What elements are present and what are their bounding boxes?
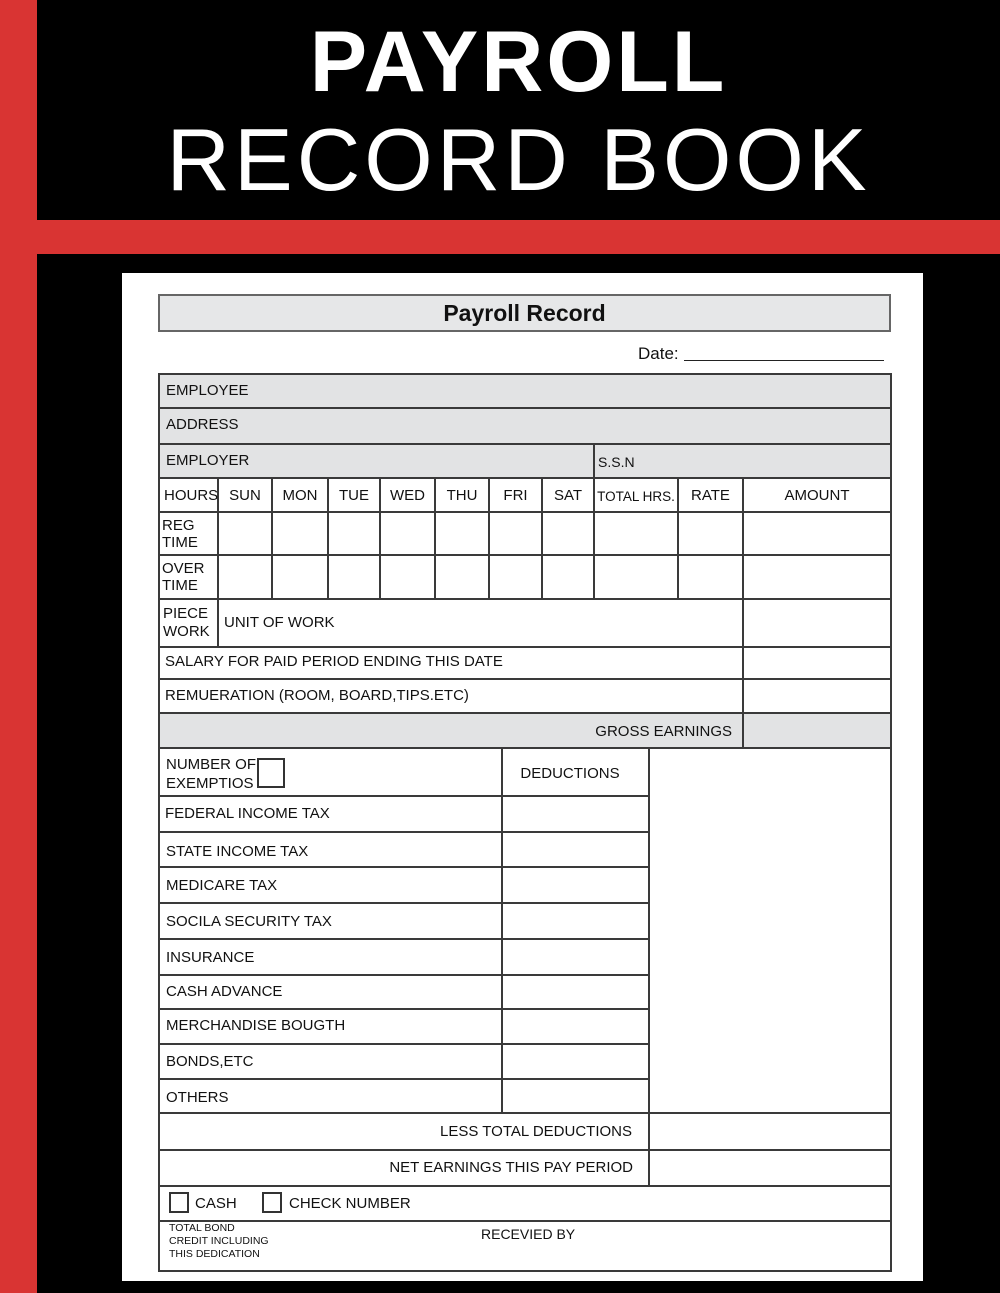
deduction-label: STATE INCOME TAX [166,843,309,860]
cover-title-line2: RECORD BOOK [166,110,871,209]
grid-line [501,747,503,1113]
grid-line [158,712,892,714]
grid-line [158,1185,892,1187]
form-title: Payroll Record [443,300,606,326]
grid-line [158,866,650,868]
total-bond-label: TOTAL BOND CREDIT INCLUDING THIS DEDICATION [169,1222,269,1260]
rate-header: RATE [691,487,730,504]
salary-label: SALARY FOR PAID PERIOD ENDING THIS DATE [165,653,503,670]
net-earnings-label: NET EARNINGS THIS PAY PERIOD [389,1159,633,1176]
gross-earnings-label: GROSS EARNINGS [595,723,732,740]
info-rows-fill [159,375,891,478]
check-number-label: CHECK NUMBER [289,1195,411,1212]
tue-header: TUE [339,487,369,504]
thu-header: THU [446,487,478,504]
grid-line [158,511,892,513]
grid-line [890,747,892,1272]
less-total-deductions-label: LESS TOTAL DEDUCTIONS [440,1123,632,1140]
cash-label: CASH [195,1195,237,1212]
grid-line [158,1149,892,1151]
deduction-label: CASH ADVANCE [166,983,283,1000]
deductions-header: DEDUCTIONS [520,765,620,782]
exemptions-label: NUMBER OF EXEMPTIOS [166,756,256,792]
received-by-label: RECEVIED BY [481,1226,576,1242]
grid-line [593,443,595,478]
grid-line [158,1112,892,1114]
hours-header: HOURS [164,487,219,504]
grid-line [158,902,650,904]
ssn-label: S.S.N [598,454,635,470]
sat-header: SAT [553,487,583,504]
exemptions-box[interactable] [257,758,285,788]
grid-line [158,1008,650,1010]
grid-line [158,373,892,375]
amount-header: AMOUNT [784,487,850,504]
employee-label: EMPLOYEE [166,382,249,399]
grid-line [742,477,744,749]
grid-line [158,747,892,749]
sun-header: SUN [229,487,261,504]
grid-line [158,598,892,600]
red-horizontal-stripe [0,220,1000,254]
wed-header: WED [390,487,425,504]
over-time-label: OVER TIME [162,560,205,594]
total-hrs-header: TOTAL HRS. [597,489,675,504]
address-label: ADDRESS [166,416,239,433]
mon-header: MON [282,487,318,504]
unit-of-work-label: UNIT OF WORK [224,614,335,631]
grid-line [158,373,160,749]
grid-line [158,554,892,556]
check-number-checkbox[interactable] [262,1192,282,1213]
grid-line [158,477,892,479]
grid-line [158,974,650,976]
date-label: Date: [638,344,679,363]
deduction-label: FEDERAL INCOME TAX [165,805,330,822]
grid-line [890,373,892,749]
grid-line [648,747,650,1187]
deduction-label: MERCHANDISE BOUGTH [166,1017,346,1034]
reg-time-label: REG TIME [162,517,198,551]
cash-checkbox[interactable] [169,1192,189,1213]
deduction-label: MEDICARE TAX [166,877,278,894]
grid-line [158,1043,650,1045]
grid-line [158,938,650,940]
red-vertical-stripe [0,0,37,1293]
deduction-label: INSURANCE [166,949,255,966]
deduction-label: SOCILA SECURITY TAX [166,913,332,930]
piece-work-label: PIECE WORK [163,605,210,640]
grid-line [158,443,892,445]
deduction-label: BONDS,ETC [166,1053,254,1070]
grid-line [158,678,892,680]
date-field[interactable] [684,360,884,361]
grid-line [158,646,892,648]
cover-title-line1: PAYROLL [309,14,728,110]
grid-line [158,1270,892,1272]
grid-line [158,831,650,833]
grid-line [158,795,650,797]
deduction-label: OTHERS [166,1089,229,1106]
gross-row-fill [159,713,891,748]
grid-line [158,1078,650,1080]
grid-line [158,407,892,409]
remuneration-label: REMUERATION (ROOM, BOARD,TIPS.ETC) [165,687,469,704]
fri-header: FRI [503,487,528,504]
employer-label: EMPLOYER [166,452,250,469]
